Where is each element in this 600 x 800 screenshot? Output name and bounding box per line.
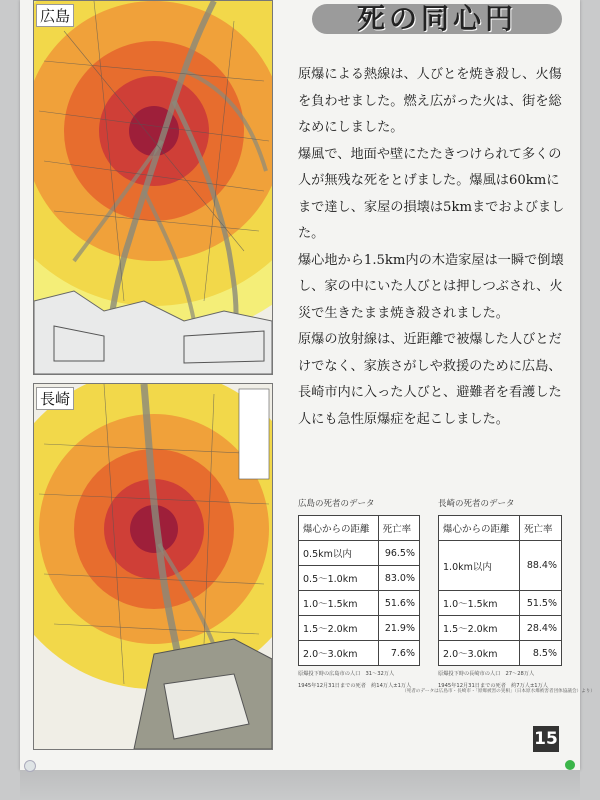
table-row bbox=[439, 541, 562, 591]
nagasaki-table bbox=[438, 515, 562, 666]
nagasaki-note-deaths: 1945年12月31日までの死者 約7万人±1万人 bbox=[438, 683, 548, 689]
nagasaki-map bbox=[33, 383, 273, 750]
row-rate: 8.5% bbox=[519, 641, 561, 666]
nagasaki-table-caption: 長崎の死者のデータ bbox=[438, 499, 515, 509]
row-rate: 88.4% bbox=[519, 541, 561, 591]
row-distance: 2.0〜3.0km bbox=[439, 641, 520, 666]
paragraph-heat: 原爆による熱線は、人びとを焼き殺し、火傷を負わせました。燃え広がった火は、街を総なめにしました。 bbox=[298, 67, 562, 135]
table-row bbox=[299, 591, 420, 616]
paragraph-collapse: 爆心地から1.5km内の木造家屋は一瞬で倒壊し、家の中にいた人びとは押しつぶされ、火災で生きたまま焼き殺されました。 bbox=[298, 252, 564, 321]
table-header-row bbox=[299, 516, 420, 541]
nagasaki-map-label: 長崎 bbox=[36, 387, 74, 410]
paragraph-radiation: 原爆の放射線は、近距離で被爆した人びとだけでなく、家族さがしや救援のために広島、長崎市内に入った人びと、避難者を看護した人にも急性原爆症を起こしました。 bbox=[298, 332, 562, 427]
nagasaki-data-block bbox=[438, 497, 562, 690]
page-number: 15 bbox=[533, 726, 559, 752]
header-rate: 死亡率 bbox=[519, 516, 561, 541]
row-rate: 28.4% bbox=[519, 616, 561, 641]
row-rate: 21.9% bbox=[378, 616, 419, 641]
row-distance: 1.0km以内 bbox=[439, 541, 520, 591]
row-distance: 1.5〜2.0km bbox=[299, 616, 379, 641]
row-distance: 2.0〜3.0km bbox=[299, 641, 379, 666]
row-rate: 96.5% bbox=[378, 541, 419, 566]
header-rate: 死亡率 bbox=[378, 516, 419, 541]
title-text: 死の同心円 bbox=[356, 2, 517, 35]
row-distance: 0.5km以内 bbox=[299, 541, 379, 566]
row-rate: 7.6% bbox=[378, 641, 419, 666]
table-row bbox=[439, 591, 562, 616]
hiroshima-data-block bbox=[298, 497, 420, 690]
table-header-row bbox=[439, 516, 562, 541]
pushpin-right bbox=[565, 760, 575, 770]
hiroshima-map-label: 広島 bbox=[36, 4, 74, 27]
table-row bbox=[299, 616, 420, 641]
table-row bbox=[299, 566, 420, 591]
row-rate: 51.6% bbox=[378, 591, 419, 616]
hiroshima-note-population: 原爆投下時の広島市の人口 31〜32万人 bbox=[298, 671, 395, 677]
row-distance: 1.5〜2.0km bbox=[439, 616, 520, 641]
hiroshima-map bbox=[33, 0, 273, 375]
panel-shadow bbox=[20, 770, 580, 800]
paragraph-blast: 爆風で、地面や壁にたたきつけられて多くの人が無残な死をとげました。爆風は60kmにまで達し、家屋の損壊は5kmまでおよびました。 bbox=[298, 146, 565, 241]
header-distance: 爆心からの距離 bbox=[299, 516, 379, 541]
hiroshima-table bbox=[298, 515, 420, 666]
table-row bbox=[439, 616, 562, 641]
nagasaki-note-population: 原爆投下時の長崎市の人口 27〜28万人 bbox=[438, 671, 535, 677]
table-row bbox=[299, 641, 420, 666]
hiroshima-concentric-circles bbox=[34, 1, 272, 374]
nagasaki-concentric-circles bbox=[34, 384, 272, 749]
table-row bbox=[439, 641, 562, 666]
hiroshima-note-deaths: 1945年12月31日までの死者 約14万人±1万人 bbox=[298, 683, 412, 689]
body-text bbox=[298, 62, 570, 433]
row-rate: 51.5% bbox=[519, 591, 561, 616]
header-distance: 爆心からの距離 bbox=[439, 516, 520, 541]
table-row bbox=[299, 541, 420, 566]
row-distance: 1.0〜1.5km bbox=[439, 591, 520, 616]
row-rate: 83.0% bbox=[378, 566, 419, 591]
page-title bbox=[312, 0, 562, 38]
pushpin-left bbox=[24, 760, 36, 772]
row-distance: 0.5〜1.0km bbox=[299, 566, 379, 591]
row-distance: 1.0〜1.5km bbox=[299, 591, 379, 616]
source-footnote: （死者のデータは広島市・長崎市・「原爆被害の実相」（日本原水爆被害者団体協議会）より） bbox=[402, 689, 595, 694]
hiroshima-table-caption: 広島の死者のデータ bbox=[298, 499, 375, 509]
